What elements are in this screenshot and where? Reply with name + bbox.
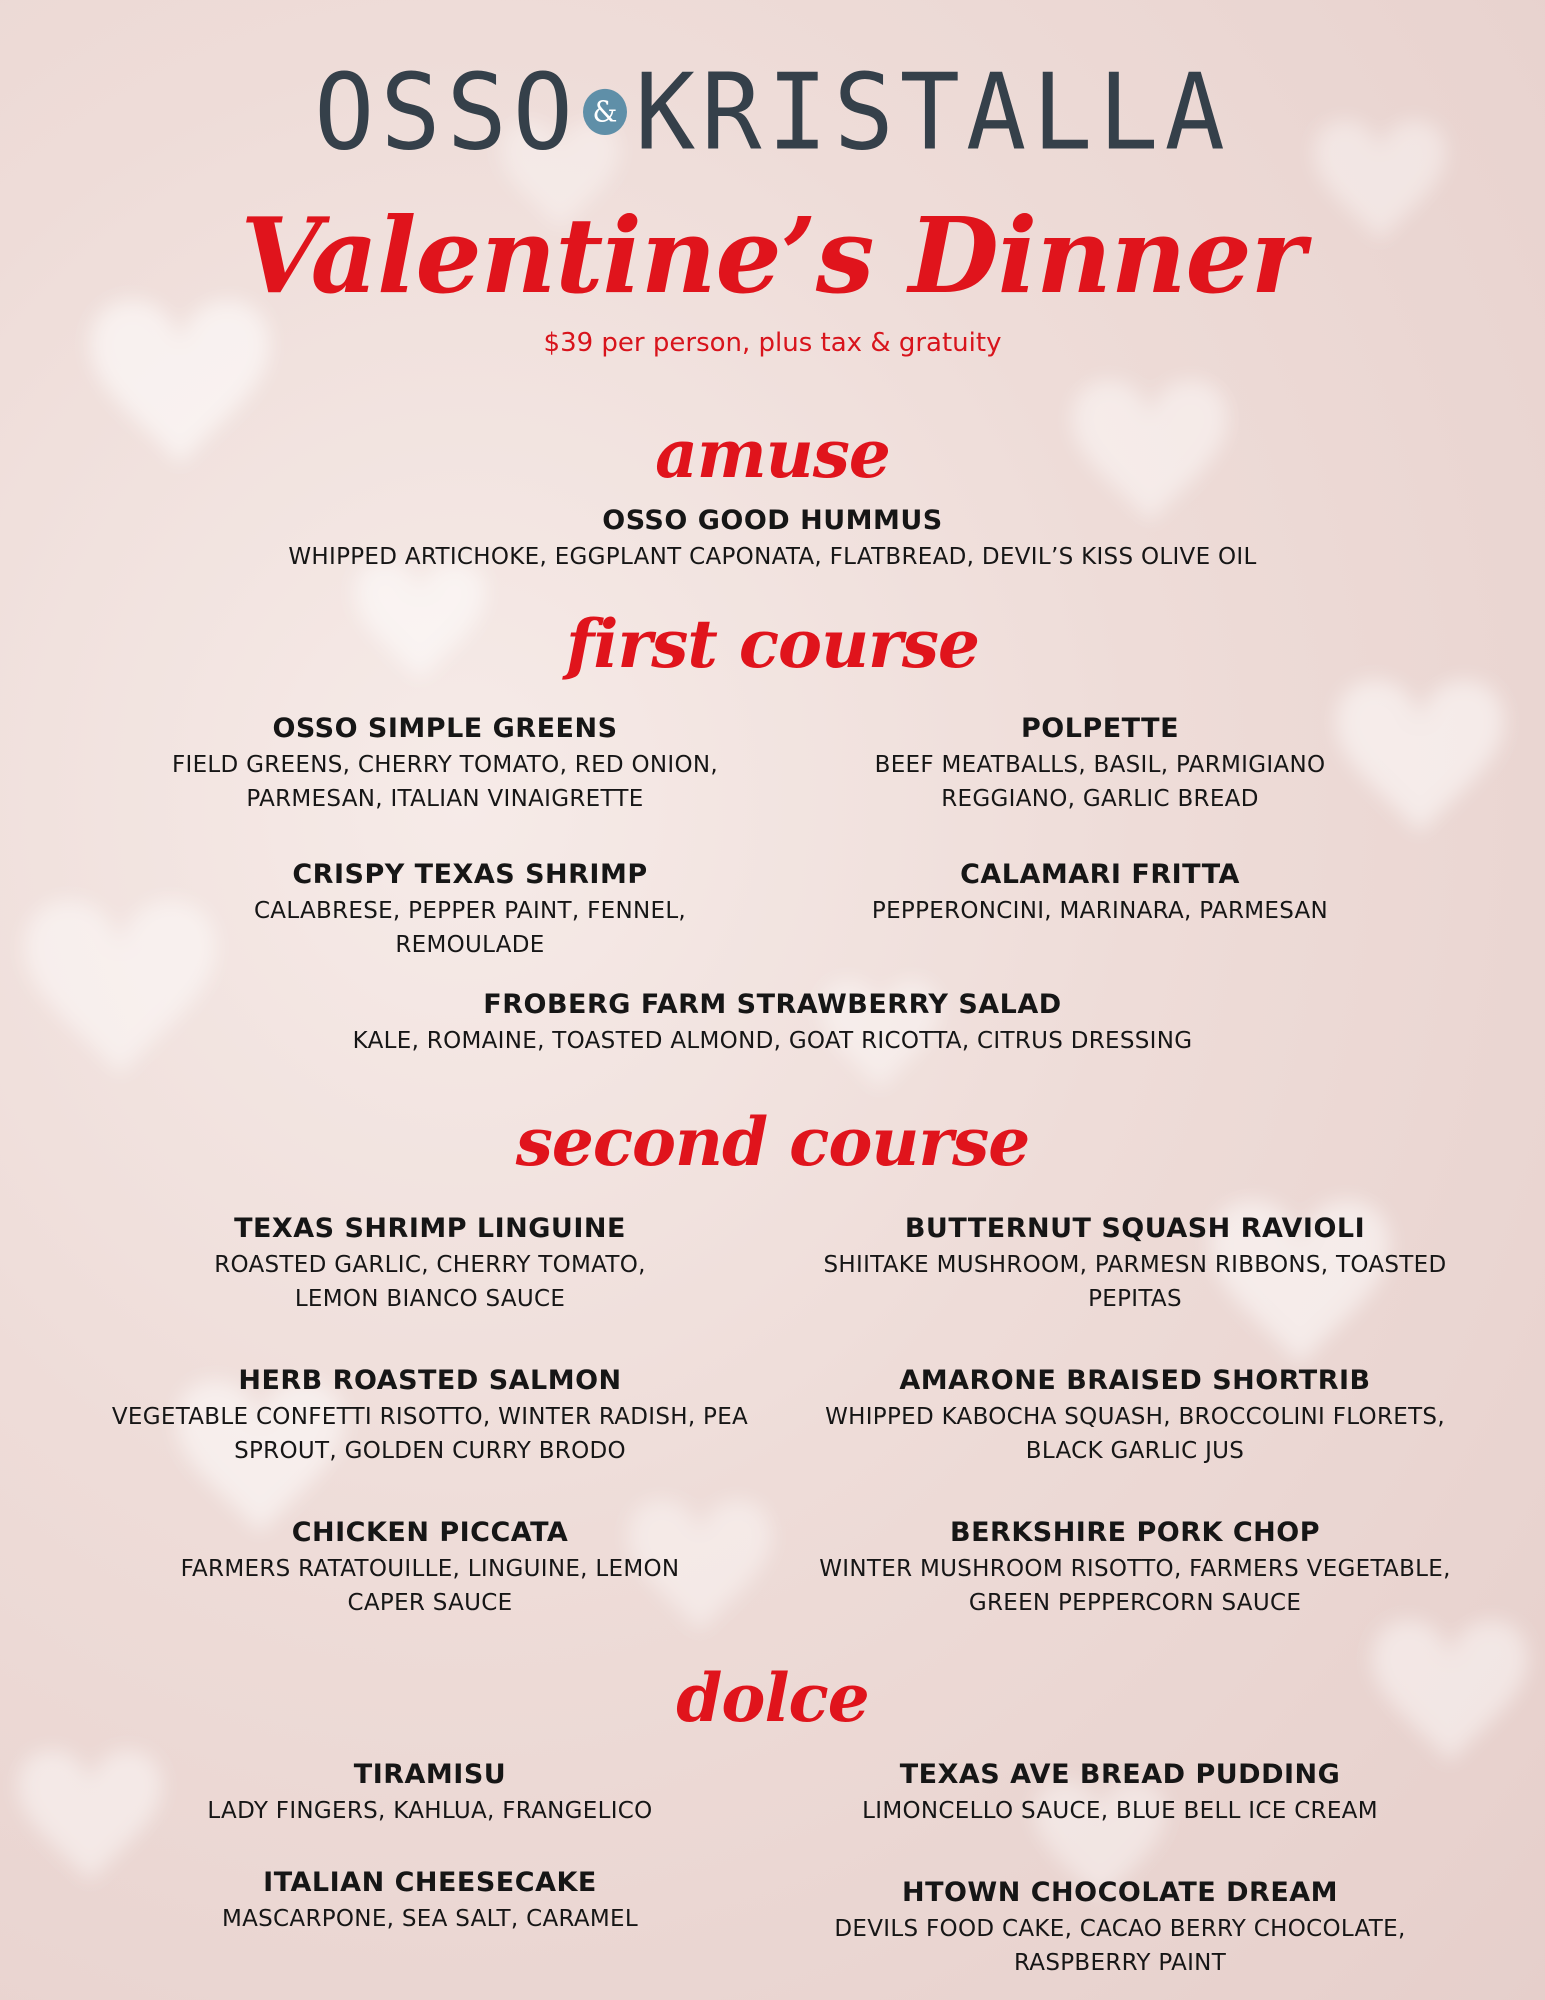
dish-name: FROBERG FARM STRAWBERRY SALAD (483, 989, 1062, 1020)
dish-description: VEGETABLE CONFETTI RISOTTO, WINTER RADISH, PEA SPROUT, GOLDEN CURRY BRODO (111, 1404, 749, 1464)
dish-name: BUTTERNUT SQUASH RAVIOLI (904, 1213, 1366, 1244)
menu-item-ravioli (810, 1210, 1460, 1316)
section-heading-amuse: amuse (655, 415, 890, 493)
section-heading-dolce: dolce (676, 1659, 869, 1737)
dish-description: SHIITAKE MUSHROOM, PARMESN RIBBONS, TOASTED PEPITAS (823, 1252, 1447, 1312)
dish-name: CALAMARI FRITTA (960, 859, 1240, 890)
menu-item-salmon (100, 1362, 760, 1468)
menu-item-calamari (800, 856, 1400, 928)
menu-item-strawberry-salad (0, 986, 1545, 1058)
dish-name: TIRAMISU (353, 1759, 507, 1790)
menu-price: $39 per person, plus tax & gratuity (543, 328, 1002, 358)
menu-item-polpette (820, 710, 1380, 816)
dish-description: WHIPPED ARTICHOKE, EGGPLANT CAPONATA, FLATBREAD, DEVIL’S KISS OLIVE OIL (288, 544, 1257, 570)
brand-right: KRISTALLA (634, 51, 1231, 174)
dish-description: WHIPPED KABOCHA SQUASH, BROCCOLINI FLORETS, BLACK GARLIC JUS (825, 1404, 1445, 1464)
menu-item-crispy-shrimp (200, 856, 740, 962)
ampersand-badge: & (583, 88, 627, 134)
dish-name: OSSO GOOD HUMMUS (602, 505, 943, 536)
menu-item-tiramisu (130, 1756, 730, 1828)
dish-name: TEXAS AVE BREAD PUDDING (899, 1759, 1341, 1790)
dish-name: OSSO SIMPLE GREENS (272, 713, 618, 744)
dish-description: LADY FINGERS, KAHLUA, FRANGELICO (207, 1798, 653, 1824)
dish-description: LIMONCELLO SAUCE, BLUE BELL ICE CREAM (862, 1798, 1378, 1824)
menu-item-chocolate-dream (790, 1874, 1450, 1980)
dish-description: WINTER MUSHROOM RISOTTO, FARMERS VEGETABLE, GREEN PEPPERCORN SAUCE (819, 1556, 1451, 1616)
dish-description: FIELD GREENS, CHERRY TOMATO, RED ONION, PARMESAN, ITALIAN VINAIGRETTE (171, 752, 719, 812)
section-heading-first-course: first course (566, 605, 979, 683)
dish-description: CALABRESE, PEPPER PAINT, FENNEL, REMOULADE (253, 898, 687, 958)
dish-description: BEEF MEATBALLS, BASIL, PARMIGIANO REGGIANO, GARLIC BREAD (874, 752, 1326, 812)
dish-description: KALE, ROMAINE, TOASTED ALMOND, GOAT RICOTTA, CITRUS DRESSING (352, 1028, 1193, 1054)
menu-item-pork-chop (790, 1514, 1480, 1620)
menu-item-bread-pudding (810, 1756, 1430, 1828)
menu-item-cheesecake (130, 1864, 730, 1936)
dish-description: PEPPERONCINI, MARINARA, PARMESAN (871, 898, 1329, 924)
menu-title: Valentine’s Dinner (240, 194, 1305, 317)
dish-description: ROASTED GARLIC, CHERRY TOMATO, LEMON BIANCO SAUCE (214, 1252, 646, 1312)
dish-name: AMARONE BRAISED SHORTRIB (899, 1365, 1371, 1396)
menu-item-greens (160, 710, 730, 816)
dish-name: HERB ROASTED SALMON (238, 1365, 622, 1396)
dish-description: FARMERS RATATOUILLE, LINGUINE, LEMON CAPER SAUCE (180, 1556, 680, 1616)
dish-name: HTOWN CHOCOLATE DREAM (901, 1877, 1339, 1908)
menu-item-chicken-piccata (140, 1514, 720, 1620)
dish-name: CRISPY TEXAS SHRIMP (292, 859, 648, 890)
brand-left: OSSO (314, 51, 579, 174)
dish-name: CHICKEN PICCATA (291, 1517, 569, 1548)
dish-name: ITALIAN CHEESECAKE (263, 1867, 597, 1898)
menu-item-shortrib (790, 1362, 1480, 1468)
dish-description: DEVILS FOOD CAKE, CACAO BERRY CHOCOLATE, RASPBERRY PAINT (834, 1916, 1406, 1976)
menu-item-shrimp-linguine (180, 1210, 680, 1316)
menu-item-hummus (0, 502, 1545, 574)
section-heading-second-course: second course (515, 1103, 1030, 1181)
brand-logo (0, 51, 1545, 174)
dish-name: TEXAS SHRIMP LINGUINE (234, 1213, 626, 1244)
dish-name: POLPETTE (1020, 713, 1180, 744)
dish-name: BERKSHIRE PORK CHOP (950, 1517, 1320, 1548)
dish-description: MASCARPONE, SEA SALT, CARAMEL (221, 1906, 638, 1932)
